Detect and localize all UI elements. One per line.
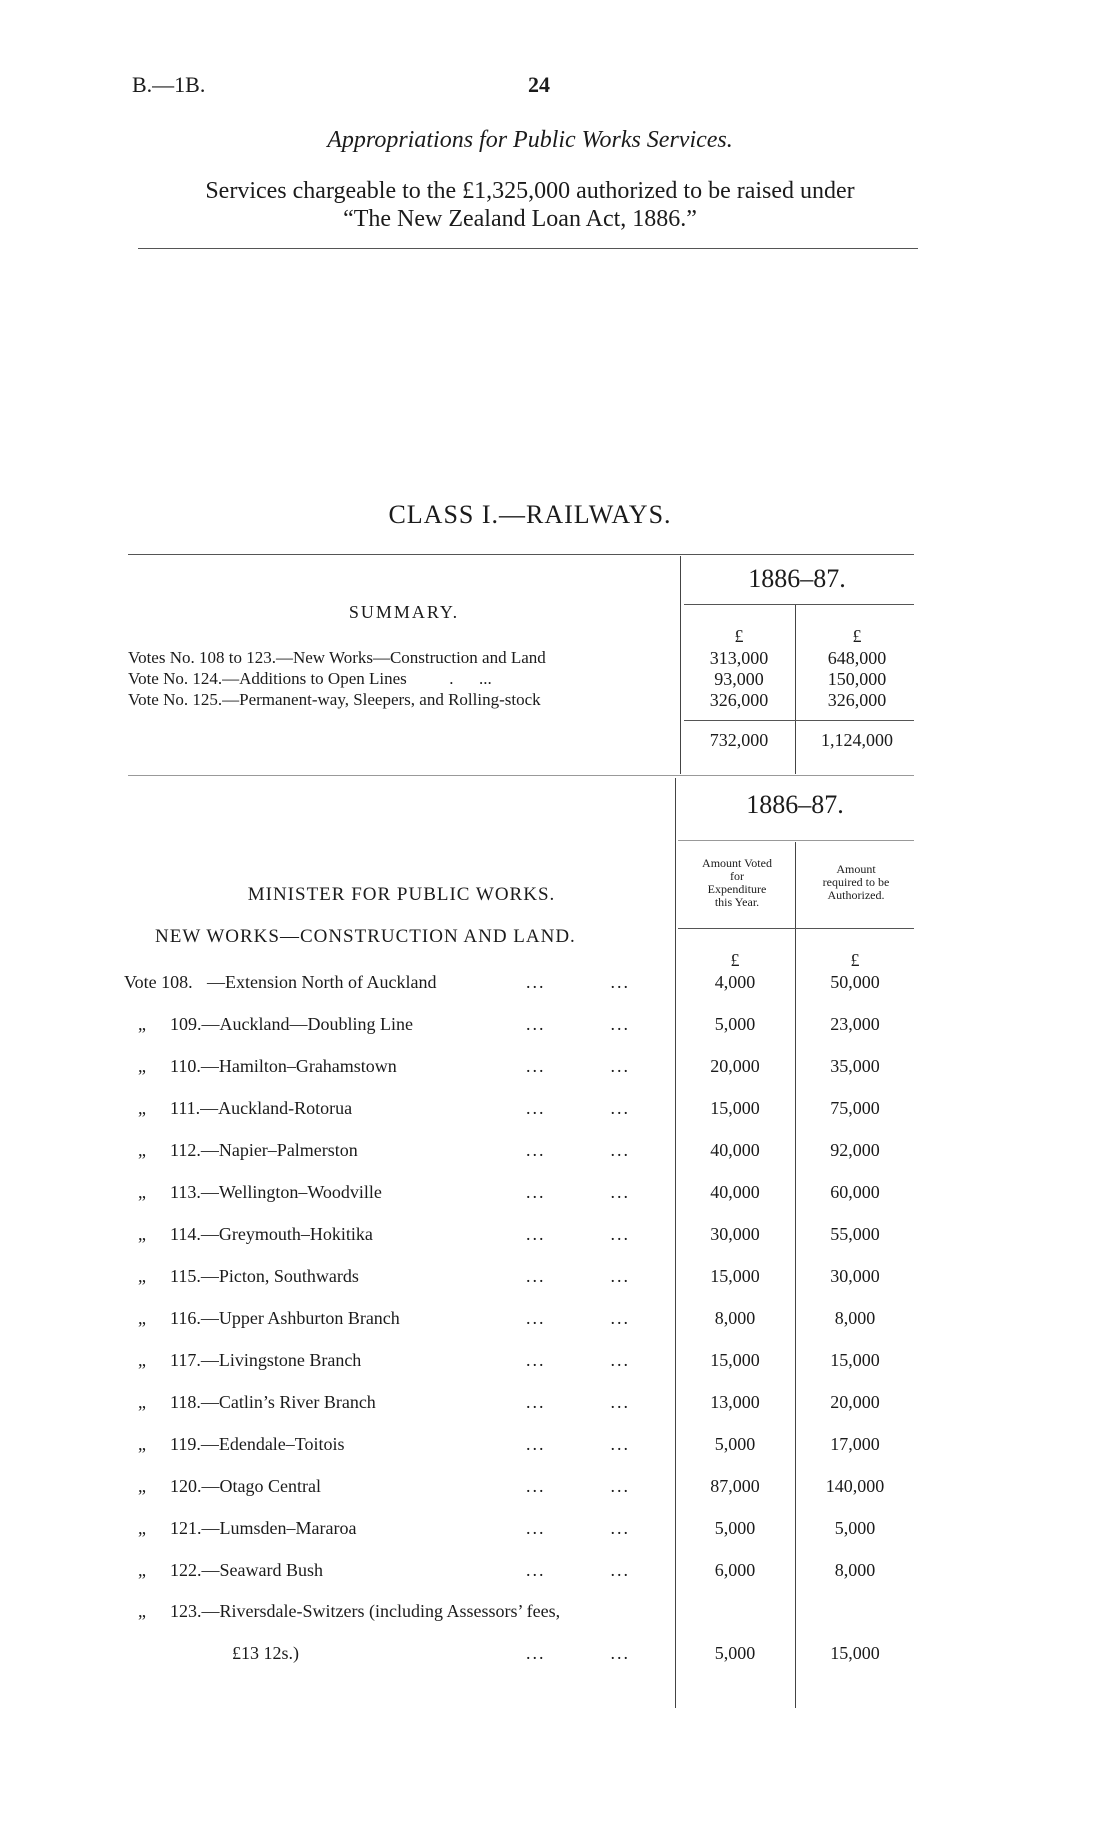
- section-heading: NEW WORKS—CONSTRUCTION AND LAND.: [155, 926, 576, 947]
- ditto-mark: „: [138, 1266, 146, 1286]
- summary-row-a: 313,000: [709, 648, 769, 668]
- leader-dots: ... ...: [526, 1518, 630, 1538]
- vote-amount-a: 15,000: [710, 1350, 760, 1370]
- ditto-mark: „: [138, 1308, 146, 1328]
- ditto-mark: „: [138, 1434, 146, 1454]
- summary-row-b: 648,000: [827, 648, 887, 668]
- ditto-mark: „: [138, 1350, 146, 1370]
- vote-amount-a: 40,000: [710, 1182, 760, 1202]
- summary-currency-a: £: [734, 626, 744, 646]
- detail-divider-left: [675, 778, 676, 1708]
- vote-label: 111.—Auckland-Rotorua: [170, 1098, 353, 1118]
- vote-amount-b: 8,000: [834, 1560, 876, 1580]
- detail-currency-b: £: [850, 950, 860, 970]
- vote-amount-a: 13,000: [710, 1392, 760, 1412]
- leader-dots: ... ...: [526, 1266, 630, 1286]
- summary-row-label: Vote No. 125.—Permanent-way, Sleepers, and Rolling-stock: [128, 690, 541, 709]
- subheading-line1: Services chargeable to the £1,325,000 authorized to be raised under: [205, 178, 855, 204]
- vote-label: 121.—Lumsden–Mararoa: [170, 1518, 357, 1538]
- leader-dots: ... ...: [526, 1392, 630, 1412]
- vote-label: 110.—Hamilton–Grahamstown: [170, 1056, 397, 1076]
- ditto-mark: „: [138, 1182, 146, 1202]
- vote-amount-b: 55,000: [830, 1224, 880, 1244]
- detail-divider-mid: [795, 842, 796, 1708]
- vote-amount-a: 8,000: [714, 1308, 756, 1328]
- vote-amount-b: 15,000: [830, 1350, 880, 1370]
- vote-amount-b: 35,000: [830, 1056, 880, 1076]
- ditto-mark: „: [138, 1014, 146, 1034]
- vote-amount-b: 60,000: [830, 1182, 880, 1202]
- vote-amount-b: 50,000: [830, 972, 880, 992]
- leader-dots: ... ...: [526, 1350, 630, 1370]
- summary-currency-b: £: [852, 626, 862, 646]
- ditto-mark: „: [138, 1224, 146, 1244]
- vote-amount-b: 75,000: [830, 1098, 880, 1118]
- summary-year-rule: [684, 604, 914, 605]
- leader-dots: ... ...: [526, 972, 630, 992]
- vote-amount-a: 15,000: [710, 1098, 760, 1118]
- vote-amount-b: 5,000: [834, 1518, 876, 1538]
- summary-bottom-rule: [128, 775, 914, 776]
- header-rule: [138, 248, 918, 249]
- vote-amount-a: 15,000: [710, 1266, 760, 1286]
- vote-label: 112.—Napier–Palmerston: [170, 1140, 358, 1160]
- detail-col-a-heading: Amount Voted for Expenditure this Year.: [702, 856, 772, 909]
- vote-amount-b: 8,000: [834, 1308, 876, 1328]
- summary-title: SUMMARY.: [348, 602, 460, 622]
- vote-label: 114.—Greymouth–Hokitika: [170, 1224, 373, 1244]
- leader-dots: ... ...: [526, 1014, 630, 1034]
- ditto-mark: „: [138, 1098, 146, 1118]
- vote-label: 118.—Catlin’s River Branch: [170, 1392, 376, 1412]
- ditto-mark: „: [138, 1140, 146, 1160]
- minister-heading: MINISTER FOR PUBLIC WORKS.: [247, 884, 556, 905]
- page-heading: Appropriations for Public Works Services.: [327, 127, 733, 153]
- ditto-mark: „: [138, 1601, 146, 1621]
- detail-year-rule: [678, 840, 914, 841]
- vote-label: 113.—Wellington–Woodville: [170, 1182, 382, 1202]
- leader-dots: ... ...: [526, 1140, 630, 1160]
- leader-dots: ... ...: [526, 1476, 630, 1496]
- leader-dots: ... ...: [526, 1224, 630, 1244]
- vote-amount-b: 17,000: [830, 1434, 880, 1454]
- vote-amount-a: 5,000: [714, 1014, 756, 1034]
- vote-label: —Extension North of Auckland: [207, 972, 437, 992]
- vote-amount-a: 87,000: [710, 1476, 760, 1496]
- summary-row-b: 326,000: [827, 690, 887, 710]
- summary-total-b: 1,124,000: [821, 730, 893, 750]
- detail-col-b-heading: Amount required to be Authorized.: [822, 862, 890, 902]
- vote-amount-a: 6,000: [714, 1560, 756, 1580]
- ditto-mark: „: [138, 1476, 146, 1496]
- leader-dots: ... ...: [526, 1643, 630, 1663]
- vote-label: 123.—Riversdale-Switzers (including Assessors’ fees,: [170, 1601, 561, 1621]
- vote-amount-b: 140,000: [825, 1476, 885, 1496]
- vote-amount-a: 5,000: [714, 1434, 756, 1454]
- subheading-line2: “The New Zealand Loan Act, 1886.”: [343, 206, 697, 232]
- vote-amount-a: 4,000: [714, 972, 756, 992]
- detail-year: 1886–87.: [746, 790, 844, 819]
- ditto-mark: „: [138, 1056, 146, 1076]
- vote-amount-b: 15,000: [830, 1643, 880, 1663]
- summary-row-label: Vote No. 124.—Additions to Open Lines . ...: [128, 669, 492, 688]
- leader-dots: ... ...: [526, 1056, 630, 1076]
- summary-divider-mid: [795, 604, 796, 774]
- vote-label: 109.—Auckland—Doubling Line: [170, 1014, 413, 1034]
- summary-row-label: Votes No. 108 to 123.—New Works—Construction and Land: [128, 648, 546, 667]
- vote-label: 117.—Livingstone Branch: [170, 1350, 362, 1370]
- vote-label: 120.—Otago Central: [170, 1476, 321, 1496]
- leader-dots: ... ...: [526, 1182, 630, 1202]
- leader-dots: ... ...: [526, 1434, 630, 1454]
- vote-amount-a: 5,000: [714, 1643, 756, 1663]
- vote-label-continued: £13 12s.): [232, 1643, 299, 1663]
- vote-amount-a: 30,000: [710, 1224, 760, 1244]
- vote-amount-a: 40,000: [710, 1140, 760, 1160]
- class-title: CLASS I.—RAILWAYS.: [388, 500, 672, 529]
- vote-label: 115.—Picton, Southwards: [170, 1266, 359, 1286]
- vote-label: 119.—Edendale–Toitois: [170, 1434, 345, 1454]
- summary-total-a: 732,000: [709, 730, 769, 750]
- class-rule: [128, 554, 914, 555]
- leader-dots: ... ...: [526, 1098, 630, 1118]
- summary-row-a: 326,000: [709, 690, 769, 710]
- summary-total-rule: [684, 720, 914, 721]
- page-number: 24: [528, 72, 550, 97]
- vote-amount-a: 20,000: [710, 1056, 760, 1076]
- summary-row-b: 150,000: [827, 669, 887, 689]
- detail-currency-a: £: [730, 950, 740, 970]
- ditto-mark: „: [138, 1560, 146, 1580]
- ditto-mark: „: [138, 1392, 146, 1412]
- vote-prefix: Vote 108.: [124, 972, 193, 992]
- summary-row-a: 93,000: [714, 669, 764, 689]
- summary-year: 1886–87.: [748, 564, 846, 593]
- ditto-mark: „: [138, 1518, 146, 1538]
- vote-amount-a: 5,000: [714, 1518, 756, 1538]
- vote-label: 122.—Seaward Bush: [170, 1560, 323, 1580]
- leader-dots: ... ...: [526, 1308, 630, 1328]
- vote-amount-b: 92,000: [830, 1140, 880, 1160]
- detail-head-rule: [678, 928, 914, 929]
- vote-label: 116.—Upper Ashburton Branch: [170, 1308, 400, 1328]
- leader-dots: ... ...: [526, 1560, 630, 1580]
- vote-amount-b: 20,000: [830, 1392, 880, 1412]
- vote-amount-b: 23,000: [830, 1014, 880, 1034]
- document-reference: B.—1B.: [132, 72, 206, 97]
- vote-amount-b: 30,000: [830, 1266, 880, 1286]
